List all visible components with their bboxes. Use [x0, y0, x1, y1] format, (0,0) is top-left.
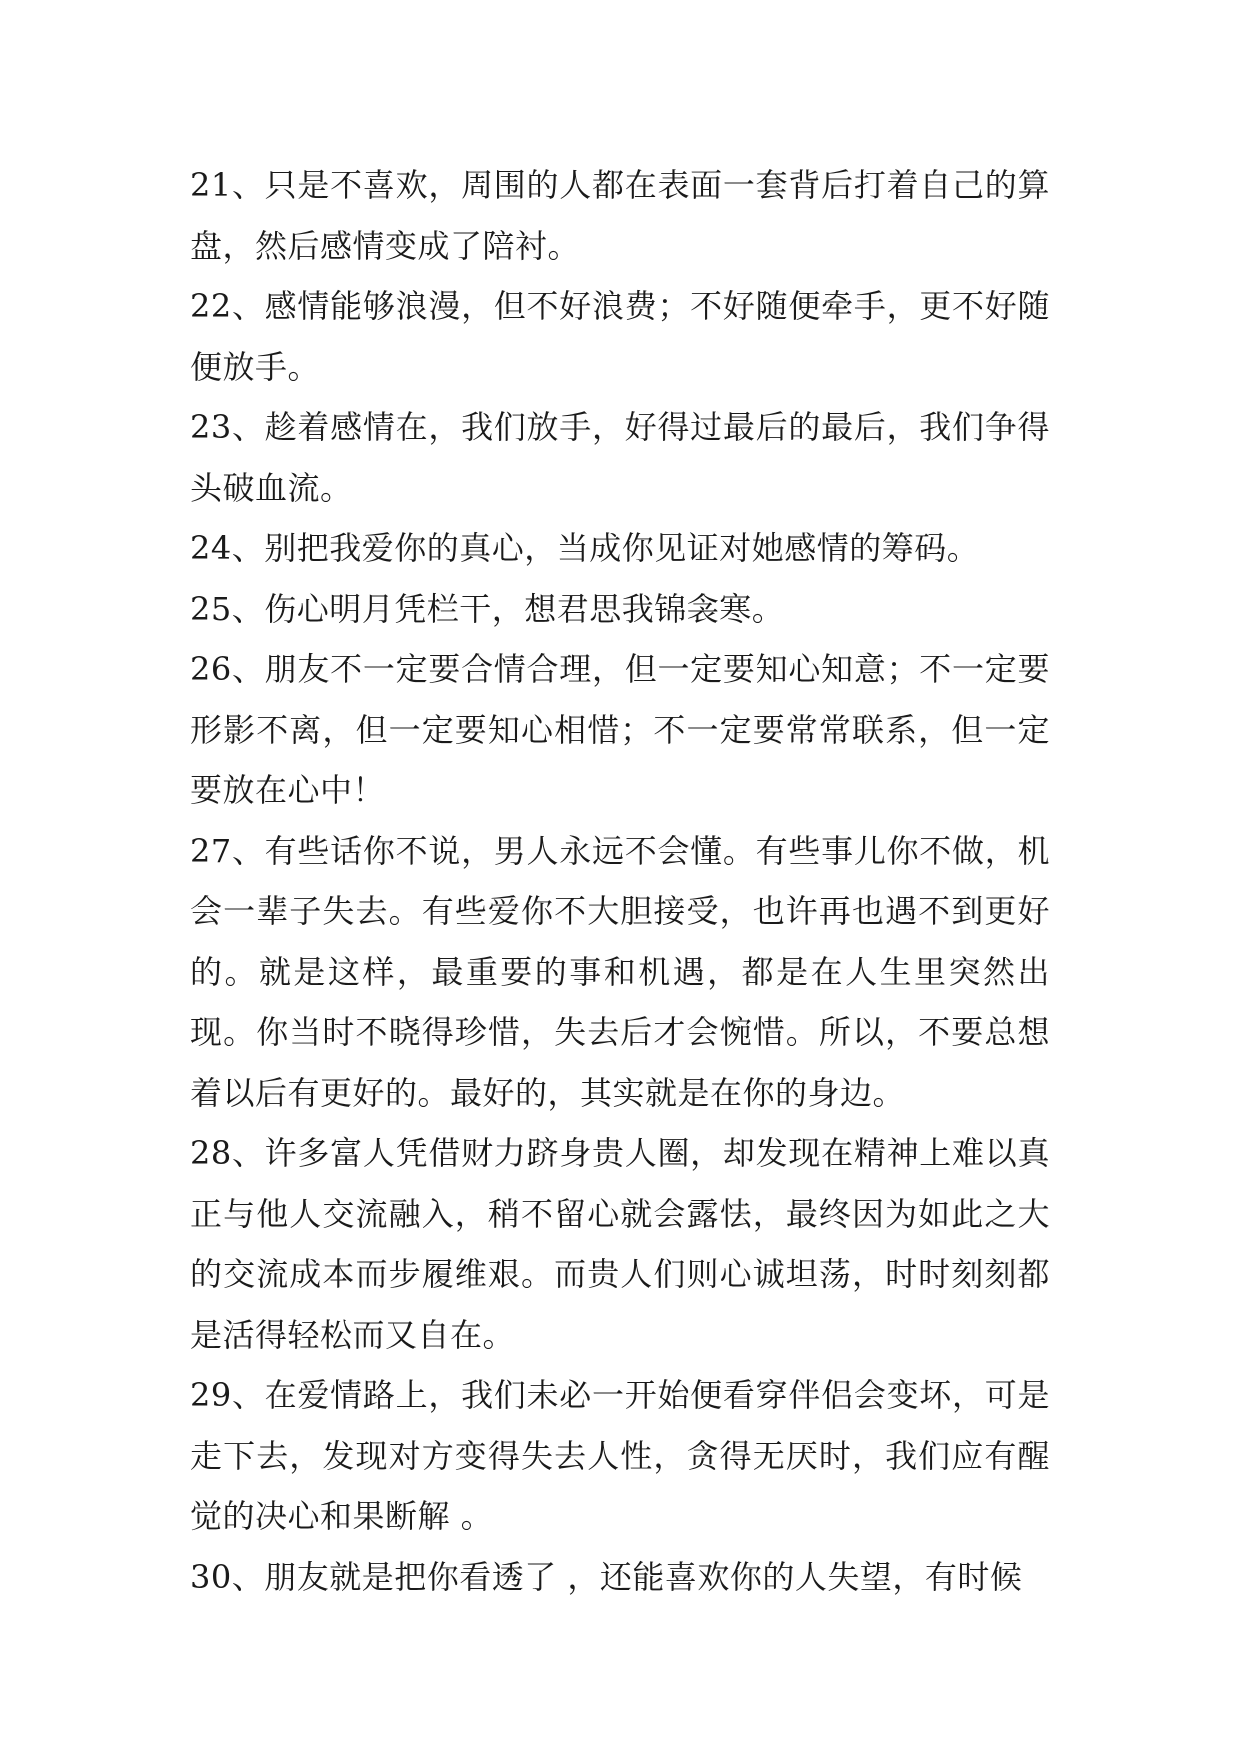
entry-24: 24、别把我爱你的真心，当成你见证对她感情的筹码。 — [190, 529, 980, 567]
entry-30: 30、朋友就是把你看透了 ，还能喜欢你的人失望，有时候 — [190, 1557, 1023, 1596]
entry-29: 29、在爱情路上，我们未必一开始便看穿伴侣会变坏，可是走下去，发现对方变得失去人性，贪得无厌时，我们应有醒觉的决心和果断解 。 — [190, 1376, 1050, 1535]
entry-25: 25、伤心明月凭栏干，想君思我锦衾寒。 — [190, 589, 785, 628]
entry-22: 22、感情能够浪漫，但不好浪费；不好随便牵手，更不好随便放手。 — [190, 287, 1050, 386]
entry-27: 27、有些话你不说，男人永远不会懂。有些事儿你不做，机会一辈子失去。有些爱你不大胆接受，也许再也遇不到更好的。就是这样，最重要的事和机遇，都是在人生里突然出现。你当时不晓得珍惜，失去后才会惋惜。所以，不要总想着以后有更好的。最好的，其实就是在你的身边。 — [190, 831, 1050, 1112]
entry-28: 28、许多富人凭借财力跻身贵人圈，却发现在精神上难以真正与他人交流融入，稍不留心就会露怯，最终因为如此之大的交流成本而步履维艰。而贵人们则心诚坦荡，时时刻刻都是活得轻松而又自在。 — [190, 1134, 1050, 1354]
document-page — [190, 155, 1050, 1607]
entry-26: 26、朋友不一定要合情合理，但一定要知心知意；不一定要形影不离，但一定要知心相惜；不一定要常常联系，但一定要放在心中！ — [190, 650, 1050, 809]
entry-23: 23、趁着感情在，我们放手，好得过最后的最后，我们争得头破血流。 — [190, 408, 1050, 507]
entry-21: 21、只是不喜欢，周围的人都在表面一套背后打着自己的算盘，然后感情变成了陪衬。 — [190, 166, 1050, 265]
